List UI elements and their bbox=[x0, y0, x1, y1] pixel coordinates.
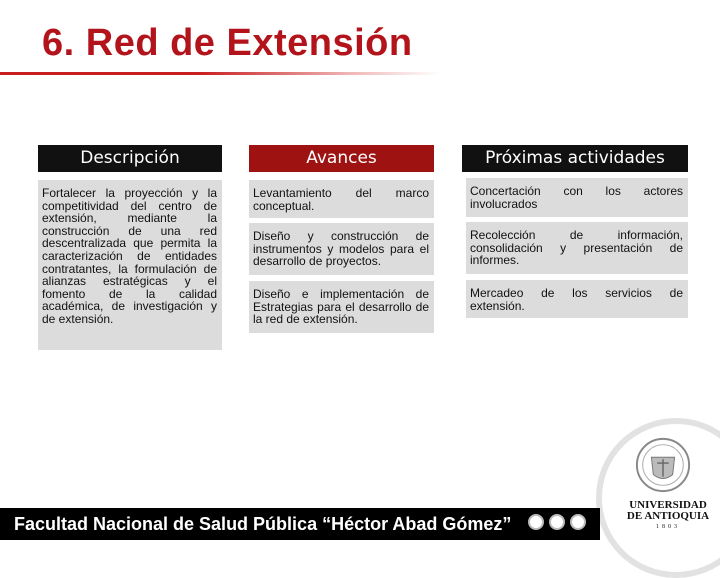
header-avances: Avances bbox=[249, 145, 434, 172]
avance-item: Levantamiento del marco conceptual. bbox=[249, 180, 434, 218]
proxima-item: Concertación con los actores involucrados bbox=[466, 178, 688, 217]
dot-icon bbox=[528, 514, 544, 530]
logo-line2: DE ANTIOQUIA bbox=[626, 510, 710, 522]
footer-bar: Facultad Nacional de Salud Pública “Héctor Abad Gómez” bbox=[0, 508, 600, 540]
header-proximas: Próximas actividades bbox=[462, 145, 688, 172]
dot-icon bbox=[549, 514, 565, 530]
proxima-item: Mercadeo de los servicios de extensión. bbox=[466, 280, 688, 318]
avance-item: Diseño y construcción de instrumentos y modelos para el desarrollo de proyectos. bbox=[249, 223, 434, 275]
dot-icon bbox=[570, 514, 586, 530]
descripcion-cell: Fortalecer la proyección y la competitividad del centro de extensión, mediante la construcción de una red descentralizada que permita la caracterización de entidades contratantes, la formulación de alianzas estratégicas y el fomento de la calidad académica, de investigación y de extensión. bbox=[38, 180, 222, 350]
university-logo-text bbox=[618, 500, 718, 533]
logo-year: 1803 bbox=[656, 524, 680, 530]
header-descripcion: Descripción bbox=[38, 145, 222, 172]
avance-item: Diseño e implementación de Estrategias para el desarrollo de la red de extensión. bbox=[249, 281, 434, 333]
title-underline bbox=[0, 72, 440, 75]
proxima-item: Recolección de información, consolidación y presentación de informes. bbox=[466, 222, 688, 274]
footer-dots bbox=[528, 514, 586, 530]
logo-line1: UNIVERSIDAD bbox=[629, 499, 707, 511]
university-seal-icon bbox=[634, 436, 692, 494]
page-title: 6. Red de Extensión bbox=[42, 22, 413, 64]
